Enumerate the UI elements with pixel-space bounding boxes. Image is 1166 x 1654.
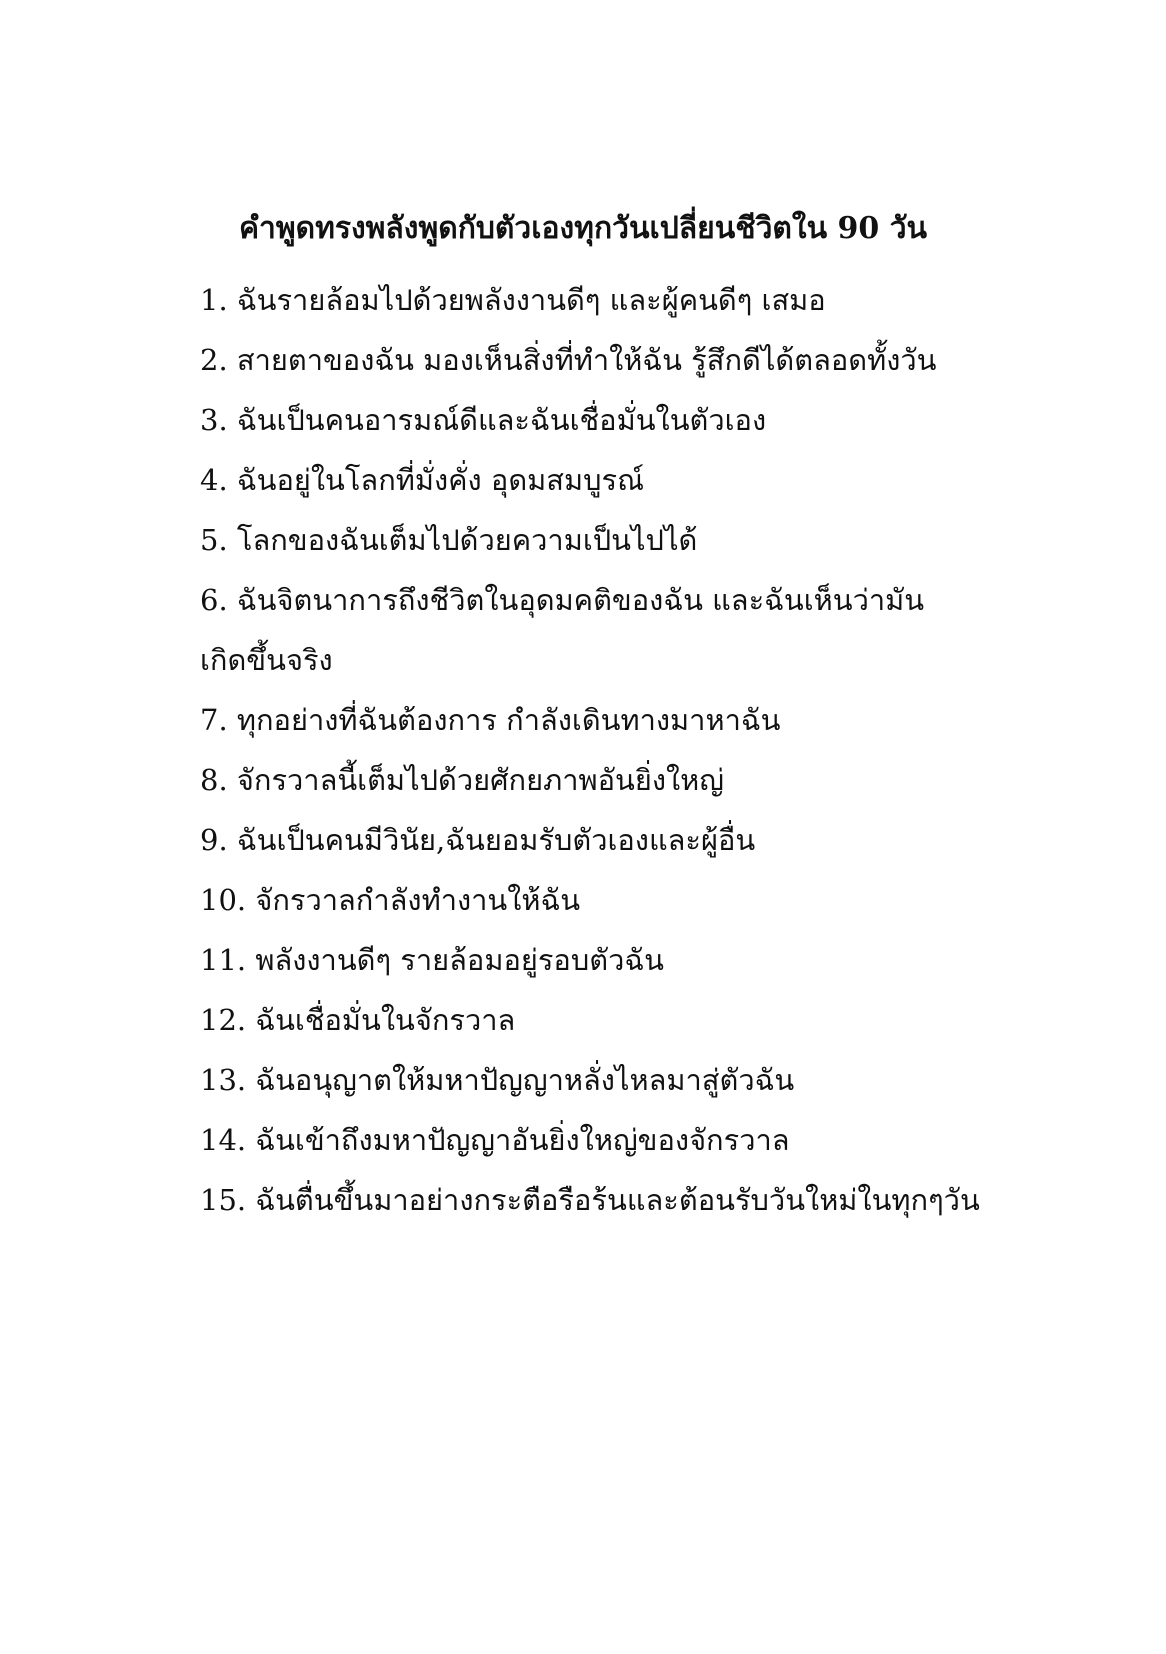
- list-item: 15. ฉันตื่นขึ้นมาอย่างกระตือรือร้นและต้อนรับวันใหม่ในทุกๆวัน: [200, 1183, 980, 1217]
- list-item: 2. สายตาของฉัน มองเห็นสิ่งที่ทำให้ฉัน รู้สึกดีได้ตลอดทั้งวัน: [200, 343, 937, 377]
- list-item: 14. ฉันเข้าถึงมหาปัญญาอันยิ่งใหญ่ของจักรวาล: [200, 1123, 790, 1157]
- list-item-continuation: เกิดขึ้นจริง: [200, 643, 333, 677]
- list-item: 12. ฉันเชื่อมั่นในจักรวาล: [200, 1003, 516, 1037]
- list-item: 3. ฉันเป็นคนอารมณ์ดีและฉันเชื่อมั่นในตัวเอง: [200, 403, 767, 437]
- list-item: 8. จักรวาลนี้เต็มไปด้วยศักยภาพอันยิ่งใหญ่: [200, 763, 724, 797]
- list-item: 7. ทุกอย่างที่ฉันต้องการ กำลังเดินทางมาหาฉัน: [200, 703, 781, 737]
- list-item: 13. ฉันอนุญาตให้มหาปัญญาหลั่งไหลมาสู่ตัวฉัน: [200, 1063, 795, 1097]
- list-item: 4. ฉันอยู่ในโลกที่มั่งคั่ง อุดมสมบูรณ์: [200, 463, 645, 497]
- list-item: 1. ฉันรายล้อมไปด้วยพลังงานดีๆ และผู้คนดีๆ เสมอ: [200, 283, 826, 317]
- document-title: คำพูดทรงพลังพูดกับตัวเองทุกวันเปลี่ยนชีวิตใน 90 วัน: [238, 211, 928, 246]
- list-item: 9. ฉันเป็นคนมีวินัย,ฉันยอมรับตัวเองและผู้อื่น: [200, 823, 756, 857]
- list-item: 6. ฉันจิตนาการถึงชีวิตในอุดมคติของฉัน และฉันเห็นว่ามัน: [200, 583, 925, 617]
- list-item: 5. โลกของฉันเต็มไปด้วยความเป็นไปได้: [200, 523, 698, 557]
- list-item: 11. พลังงานดีๆ รายล้อมอยู่รอบตัวฉัน: [200, 943, 664, 977]
- affirmation-list: [200, 270, 1100, 1230]
- list-item: 10. จักรวาลกำลังทำงานให้ฉัน: [200, 883, 581, 917]
